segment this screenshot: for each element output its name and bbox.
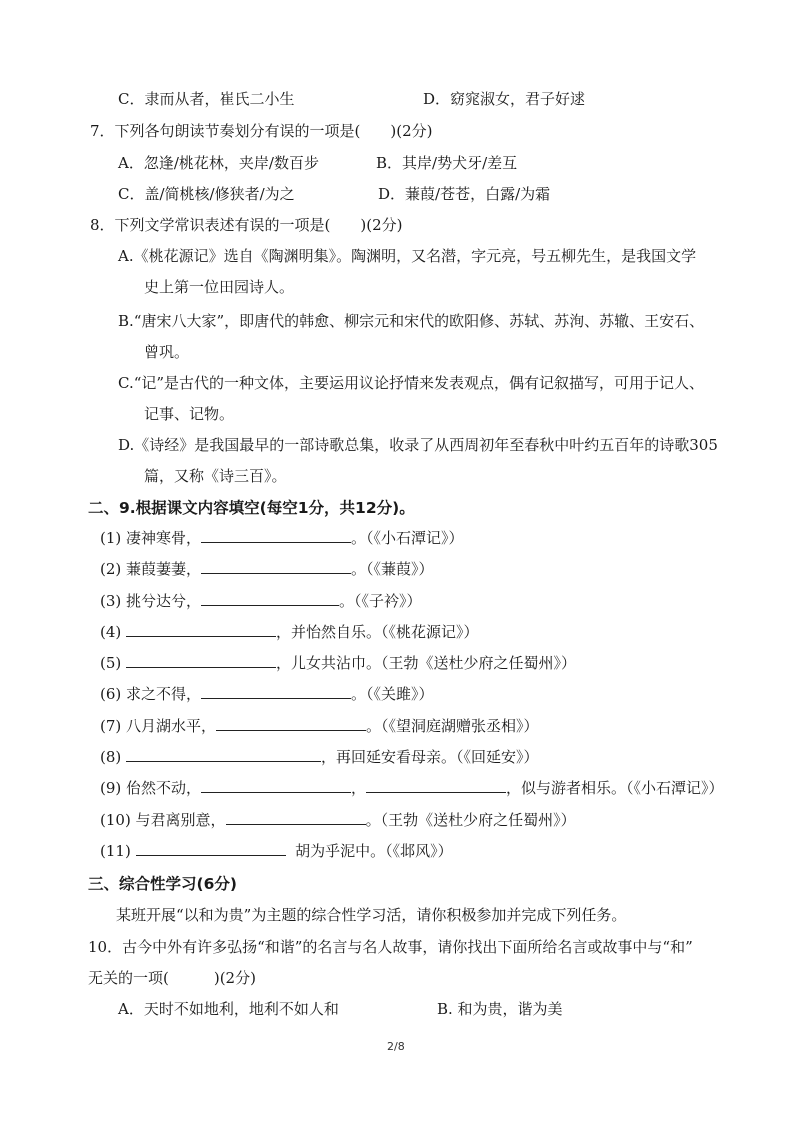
fill-item-8 [100, 746, 539, 767]
page-number: 2/8 [387, 1040, 405, 1053]
q10-stem-line2: 无关的一项( )(2分) [88, 969, 256, 987]
q6-option-c: C．隶而从者，崔氏二小生 [118, 90, 295, 108]
fill-item-prefix: (5) [100, 654, 122, 672]
q8-option-c-line1: C.“记”是古代的一种文体，主要运用议论抒情来发表观点，偶有记叙描写，可用于记人、 [118, 374, 705, 392]
q8-option-a-line2: 史上第一位田园诗人。 [144, 278, 295, 296]
fill-item-1 [100, 527, 464, 548]
answer-blank[interactable] [201, 684, 351, 699]
q7-option-c: C．盖/简桃核/修狭者/为之 [118, 185, 295, 203]
fill-item-suffix: 。（王勃《送杜少府之任蜀州》） [365, 811, 576, 829]
answer-blank[interactable] [366, 778, 506, 793]
q8-option-b-line2: 曾巩。 [144, 343, 190, 361]
fill-item-suffix: 。（《望洞庭湖赠张丞相》） [366, 717, 539, 735]
q10-stem-line1: 10．古今中外有许多弘扬“和谐”的名言与名人故事，请你找出下面所给名言或故事中与“和” [88, 938, 693, 956]
fill-item-suffix: 。（《蒹葭》） [351, 560, 434, 578]
fill-item-suffix: 。（《子衿》） [339, 592, 422, 610]
answer-blank[interactable] [126, 747, 321, 762]
fill-item-suffix: ，并怡然自乐。（《桃花源记》） [276, 623, 479, 641]
fill-item-suffix: ，儿女共沾巾。（王勃《送杜少府之任蜀州》） [276, 654, 577, 672]
fill-item-2 [100, 558, 434, 579]
fill-item-6 [100, 683, 434, 704]
q6-option-d: D．窈窕淑女，君子好逑 [423, 90, 586, 108]
q8-option-a-line1: A.《桃花源记》选自《陶渊明集》。陶渊明，又名潜，字元亮，号五柳先生，是我国文学 [118, 247, 697, 265]
fill-item-suffix: 。（《关雎》） [351, 685, 434, 703]
fill-item-prefix: (2) 蒹葭萋萋， [100, 560, 202, 578]
answer-blank[interactable] [201, 528, 351, 543]
answer-blank[interactable] [226, 810, 366, 825]
fill-item-prefix: (11) [100, 842, 131, 860]
answer-blank[interactable] [201, 778, 351, 793]
fill-item-7 [100, 715, 539, 736]
fill-item-11 [100, 840, 453, 861]
fill-item-suffix: 胡为乎泥中。（《邶风》） [295, 842, 453, 860]
q8-option-d-line1: D.《诗经》是我国最早的一部诗歌总集，收录了从西周初年至春秋中叶约五百年的诗歌305 [118, 436, 718, 454]
fill-item-suffix: 。（《小石潭记》） [351, 529, 464, 547]
q8-option-b-line1: B.“唐宋八大家”，即唐代的韩愈、柳宗元和宋代的欧阳修、苏轼、苏洵、苏辙、王安石、 [118, 312, 705, 330]
fill-item-prefix: (6) 求之不得， [100, 685, 202, 703]
answer-blank[interactable] [126, 653, 276, 668]
answer-blank[interactable] [201, 559, 351, 574]
q7-option-d: D．蒹葭/苍苍，白露/为霜 [378, 185, 551, 203]
section2-heading: 二、9.根据课文内容填空(每空1分，共12分)。 [88, 499, 415, 517]
fill-item-prefix: (3) 挑兮达兮， [100, 592, 202, 610]
fill-item-separator: ， [351, 779, 367, 797]
section3-heading: 三、综合性学习(6分) [88, 875, 237, 893]
fill-item-prefix: (10) 与君离别意， [100, 811, 226, 829]
q7-option-a: A．忽逢/桃花林，夹岸/数百步 [118, 154, 319, 172]
answer-blank[interactable] [136, 841, 286, 856]
fill-item-3 [100, 590, 422, 611]
fill-item-4 [100, 621, 479, 642]
fill-item-prefix: (1) 凄神寒骨， [100, 529, 202, 547]
fill-item-suffix: ，似与游者相乐。（《小石潭记》） [506, 779, 724, 797]
q7-option-b: B．其岸/势犬牙/差互 [376, 154, 518, 172]
fill-item-5 [100, 652, 576, 673]
answer-blank[interactable] [216, 716, 366, 731]
fill-item-prefix: (4) [100, 623, 122, 641]
fill-item-9 [100, 777, 724, 798]
fill-item-prefix: (9) 佁然不动， [100, 779, 202, 797]
q10-option-a: A．天时不如地利，地利不如人和 [118, 1000, 339, 1018]
q8-option-c-line2: 记事、记物。 [144, 405, 235, 423]
section3-intro: 某班开展“以和为贵”为主题的综合性学习活，请你积极参加并完成下列任务。 [116, 906, 627, 924]
q10-option-b: B. 和为贵，谐为美 [437, 1000, 563, 1018]
q8-option-d-line2: 篇，又称《诗三百》。 [144, 467, 287, 485]
fill-item-prefix: (7) 八月湖水平， [100, 717, 217, 735]
q7-stem: 7．下列各句朗读节奏划分有误的一项是( )(2分) [90, 122, 433, 140]
answer-blank[interactable] [126, 622, 276, 637]
q8-stem: 8．下列文学常识表述有误的一项是( )(2分) [90, 216, 403, 234]
fill-item-prefix: (8) [100, 748, 122, 766]
answer-blank[interactable] [201, 591, 339, 606]
fill-item-10 [100, 809, 576, 830]
fill-item-suffix: ，再回延安看母亲。（《回延安》） [321, 748, 539, 766]
